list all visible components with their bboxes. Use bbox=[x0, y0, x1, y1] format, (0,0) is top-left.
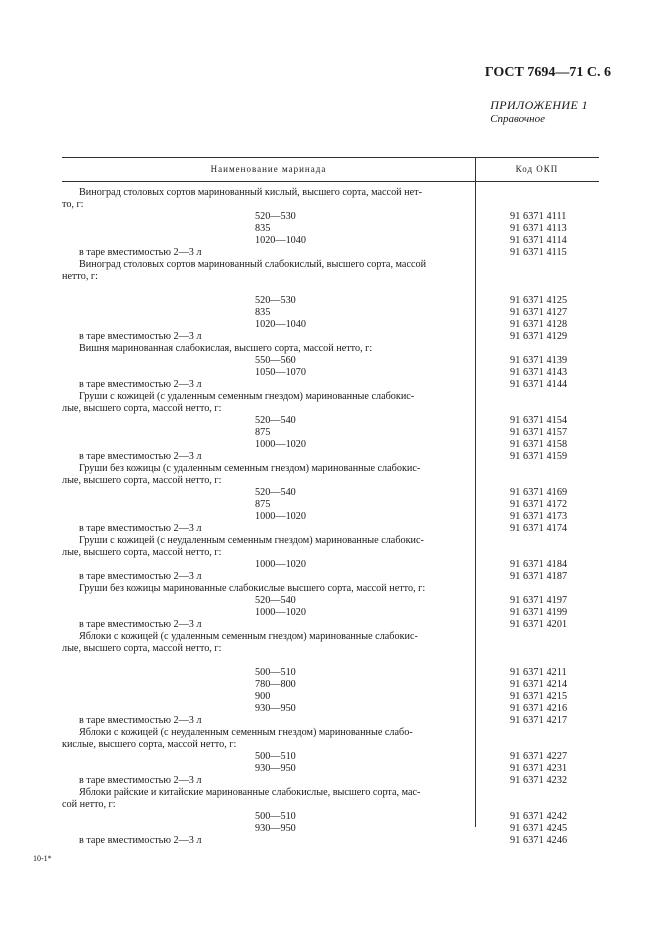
okp-code-cell: 91 6371 4201 bbox=[510, 619, 568, 630]
okp-code-cell: 91 6371 4187 bbox=[510, 571, 568, 582]
net-mass-cell: 900 bbox=[255, 691, 271, 702]
okp-code-cell: 91 6371 4159 bbox=[510, 451, 568, 462]
table-row bbox=[0, 799, 661, 811]
okp-code-cell: 91 6371 4184 bbox=[510, 559, 568, 570]
net-mass-cell: 930—950 bbox=[255, 823, 296, 834]
okp-code-cell: 91 6371 4197 bbox=[510, 595, 568, 606]
net-mass-cell: 1000—1020 bbox=[255, 439, 306, 450]
table-row bbox=[0, 631, 661, 643]
table-row bbox=[0, 739, 661, 751]
okp-code-cell: 91 6371 4129 bbox=[510, 331, 568, 342]
product-name-cell: Яблоки с кожицей (с неудаленным семенным гнездом) маринованные слабо- bbox=[79, 727, 413, 738]
table-row bbox=[0, 535, 661, 547]
product-name-cell: Груши без кожицы маринованные слабокислые высшего сорта, массой нетто, г: bbox=[79, 583, 426, 594]
net-mass-cell: 500—510 bbox=[255, 667, 296, 678]
product-name-cell: Яблоки с кожицей (с удаленным семенным гнездом) маринованные слабокис- bbox=[79, 631, 418, 642]
table-row bbox=[0, 835, 661, 847]
okp-code-cell: 91 6371 4172 bbox=[510, 499, 568, 510]
tare-cell: в таре вместимостью 2—3 л bbox=[79, 451, 202, 462]
table-row bbox=[0, 811, 661, 823]
tare-cell: в таре вместимостью 2—3 л bbox=[79, 523, 202, 534]
net-mass-cell: 1020—1040 bbox=[255, 235, 306, 246]
net-mass-cell: 1000—1020 bbox=[255, 607, 306, 618]
table-row bbox=[0, 439, 661, 451]
table-row bbox=[0, 715, 661, 727]
table-row bbox=[0, 463, 661, 475]
table-row bbox=[0, 499, 661, 511]
okp-code-cell: 91 6371 4114 bbox=[510, 235, 567, 246]
table-row bbox=[0, 607, 661, 619]
product-name-cell: Яблоки райские и китайские маринованные слабокислые, высшего сорта, мас- bbox=[79, 787, 421, 798]
net-mass-cell: 930—950 bbox=[255, 703, 296, 714]
okp-code-cell: 91 6371 4111 bbox=[510, 211, 567, 222]
column-header-code: Код ОКП bbox=[515, 164, 559, 174]
product-name-cell: лые, высшего сорта, массой нетто, г: bbox=[62, 547, 222, 558]
table-row bbox=[0, 595, 661, 607]
okp-code-cell: 91 6371 4115 bbox=[510, 247, 567, 258]
table-row bbox=[0, 511, 661, 523]
okp-code-cell: 91 6371 4128 bbox=[510, 319, 568, 330]
tare-cell: в таре вместимостью 2—3 л bbox=[79, 775, 202, 786]
tare-cell: в таре вместимостью 2—3 л bbox=[79, 619, 202, 630]
product-name-cell: Груши с кожицей (с удаленным семенным гнездом) маринованные слабокис- bbox=[79, 391, 415, 402]
table-row bbox=[0, 619, 661, 631]
net-mass-cell: 780—800 bbox=[255, 679, 296, 690]
table-row bbox=[0, 703, 661, 715]
table-row bbox=[0, 259, 661, 271]
table-row bbox=[0, 571, 661, 583]
table-row bbox=[0, 415, 661, 427]
okp-code-cell: 91 6371 4199 bbox=[510, 607, 568, 618]
table-row bbox=[0, 223, 661, 235]
okp-code-cell: 91 6371 4113 bbox=[510, 223, 567, 234]
okp-code-cell: 91 6371 4139 bbox=[510, 355, 568, 366]
net-mass-cell: 500—510 bbox=[255, 751, 296, 762]
okp-code-cell: 91 6371 4217 bbox=[510, 715, 568, 726]
table-row bbox=[0, 823, 661, 835]
table-row bbox=[0, 475, 661, 487]
appendix-label bbox=[490, 98, 588, 126]
tare-cell: в таре вместимостью 2—3 л bbox=[79, 571, 202, 582]
table-row bbox=[0, 319, 661, 331]
okp-code-cell: 91 6371 4127 bbox=[510, 307, 568, 318]
okp-code-cell: 91 6371 4216 bbox=[510, 703, 568, 714]
product-name-cell: лые, высшего сорта, массой нетто, г: bbox=[62, 403, 222, 414]
table-row bbox=[0, 487, 661, 499]
net-mass-cell: 835 bbox=[255, 307, 271, 318]
okp-code-cell: 91 6371 4125 bbox=[510, 295, 568, 306]
product-name-cell: Груши с кожицей (с неудаленным семенным гнездом) маринованные слабокис- bbox=[79, 535, 424, 546]
okp-code-cell: 91 6371 4174 bbox=[510, 523, 568, 534]
table-row bbox=[0, 775, 661, 787]
table-row bbox=[0, 643, 661, 655]
appendix-title: ПРИЛОЖЕНИЕ 1 bbox=[490, 98, 588, 112]
table-body bbox=[0, 187, 661, 847]
page-mark: 10-1* bbox=[33, 854, 52, 863]
net-mass-cell: 1000—1020 bbox=[255, 559, 306, 570]
table-row bbox=[0, 343, 661, 355]
table-row bbox=[0, 679, 661, 691]
okp-code-cell: 91 6371 4169 bbox=[510, 487, 568, 498]
table-row bbox=[0, 355, 661, 367]
okp-code-cell: 91 6371 4242 bbox=[510, 811, 568, 822]
table-row bbox=[0, 199, 661, 211]
table-row bbox=[0, 235, 661, 247]
net-mass-cell: 930—950 bbox=[255, 763, 296, 774]
okp-code-cell: 91 6371 4232 bbox=[510, 775, 568, 786]
table-row bbox=[0, 247, 661, 259]
table-row bbox=[0, 427, 661, 439]
table-row bbox=[0, 271, 661, 283]
table-row bbox=[0, 367, 661, 379]
table-row bbox=[0, 787, 661, 799]
okp-code-cell: 91 6371 4173 bbox=[510, 511, 568, 522]
table-row bbox=[0, 763, 661, 775]
tare-cell: в таре вместимостью 2—3 л bbox=[79, 379, 202, 390]
okp-code-cell: 91 6371 4154 bbox=[510, 415, 568, 426]
product-name-cell: кислые, высшего сорта, массой нетто, г: bbox=[62, 739, 237, 750]
net-mass-cell: 520—530 bbox=[255, 295, 296, 306]
net-mass-cell: 1000—1020 bbox=[255, 511, 306, 522]
okp-code-cell: 91 6371 4246 bbox=[510, 835, 568, 846]
net-mass-cell: 1020—1040 bbox=[255, 319, 306, 330]
net-mass-cell: 875 bbox=[255, 427, 271, 438]
table-row bbox=[0, 331, 661, 343]
product-name-cell: сой нетто, г: bbox=[62, 799, 116, 810]
net-mass-cell: 1050—1070 bbox=[255, 367, 306, 378]
product-name-cell: лые, высшего сорта, массой нетто, г: bbox=[62, 643, 222, 654]
okp-code-cell: 91 6371 4158 bbox=[510, 439, 568, 450]
product-name-cell: лые, высшего сорта, массой нетто, г: bbox=[62, 475, 222, 486]
okp-code-cell: 91 6371 4214 bbox=[510, 679, 568, 690]
okp-code-cell: 91 6371 4157 bbox=[510, 427, 568, 438]
product-name-cell: то, г: bbox=[62, 199, 84, 210]
okp-code-cell: 91 6371 4143 bbox=[510, 367, 568, 378]
table-row bbox=[0, 451, 661, 463]
product-name-cell: нетто, г: bbox=[62, 271, 98, 282]
net-mass-cell: 520—530 bbox=[255, 211, 296, 222]
net-mass-cell: 550—560 bbox=[255, 355, 296, 366]
table-row bbox=[0, 295, 661, 307]
okp-code-cell: 91 6371 4227 bbox=[510, 751, 568, 762]
net-mass-cell: 520—540 bbox=[255, 595, 296, 606]
okp-code-cell: 91 6371 4231 bbox=[510, 763, 568, 774]
okp-code-cell: 91 6371 4144 bbox=[510, 379, 568, 390]
table-header bbox=[62, 157, 599, 182]
table-row bbox=[0, 583, 661, 595]
table-row bbox=[0, 667, 661, 679]
product-name-cell: Вишня маринованная слабокислая, высшего сорта, массой нетто, г: bbox=[79, 343, 373, 354]
table-spacer bbox=[0, 655, 661, 667]
net-mass-cell: 520—540 bbox=[255, 415, 296, 426]
product-name-cell: Груши без кожицы (с удаленным семенным гнездом) маринованные слабокис- bbox=[79, 463, 421, 474]
tare-cell: в таре вместимостью 2—3 л bbox=[79, 331, 202, 342]
table-row bbox=[0, 391, 661, 403]
column-header-name: Наименование маринада bbox=[210, 164, 327, 174]
okp-code-cell: 91 6371 4245 bbox=[510, 823, 568, 834]
table-row bbox=[0, 523, 661, 535]
document-code: ГОСТ 7694—71 С. 6 bbox=[484, 65, 611, 80]
net-mass-cell: 500—510 bbox=[255, 811, 296, 822]
product-name-cell: Виноград столовых сортов маринованный слабокислый, высшего сорта, массой bbox=[79, 259, 427, 270]
table-row bbox=[0, 691, 661, 703]
net-mass-cell: 875 bbox=[255, 499, 271, 510]
table-row bbox=[0, 211, 661, 223]
table-row bbox=[0, 559, 661, 571]
table-spacer bbox=[0, 283, 661, 295]
table-row bbox=[0, 187, 661, 199]
product-name-cell: Виноград столовых сортов маринованный кислый, высшего сорта, массой нет- bbox=[79, 187, 422, 198]
tare-cell: в таре вместимостью 2—3 л bbox=[79, 247, 202, 258]
tare-cell: в таре вместимостью 2—3 л bbox=[79, 715, 202, 726]
table-row bbox=[0, 307, 661, 319]
okp-code-cell: 91 6371 4211 bbox=[510, 667, 567, 678]
table-row bbox=[0, 751, 661, 763]
okp-code-cell: 91 6371 4215 bbox=[510, 691, 568, 702]
tare-cell: в таре вместимостью 2—3 л bbox=[79, 835, 202, 846]
net-mass-cell: 835 bbox=[255, 223, 271, 234]
table-row bbox=[0, 547, 661, 559]
table-row bbox=[0, 403, 661, 415]
table-row bbox=[0, 727, 661, 739]
appendix-subtitle: Справочное bbox=[490, 113, 545, 125]
net-mass-cell: 520—540 bbox=[255, 487, 296, 498]
table-row bbox=[0, 379, 661, 391]
